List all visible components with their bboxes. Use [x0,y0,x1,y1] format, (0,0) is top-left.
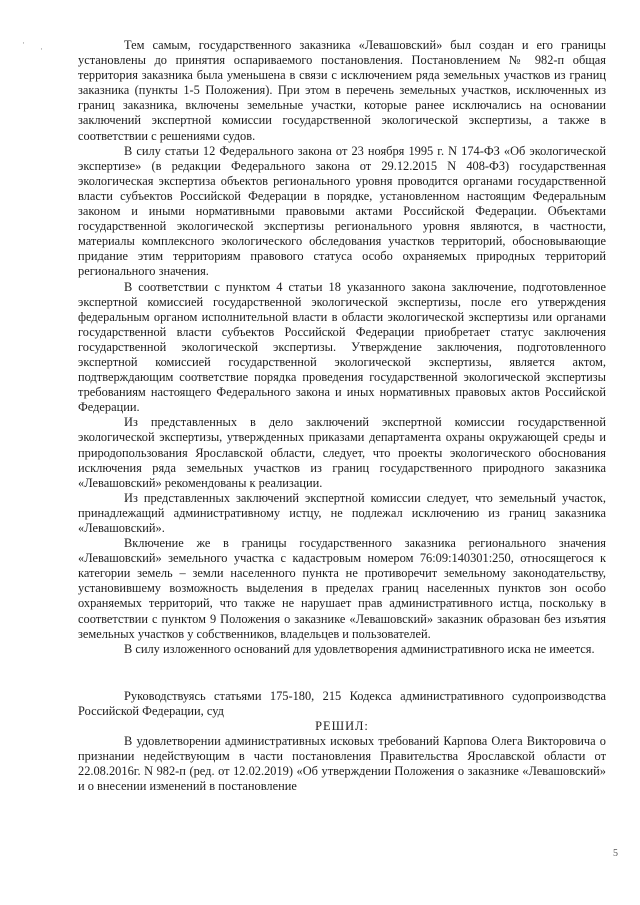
paragraph-article-18: В соответствии с пунктом 4 статьи 18 указанного закона заключение, подготовленное экспертной комиссией государственной экологической экспертизы, после его утверждения федеральным органом исполнительной власти в области экологической экспертизы или органами государственной власти субъектов Российской Федерации приобретает статус заключения государственной экологической экспертизы. Утверждение заключения, подготовленного экспертной комиссией государственной экологической экспертизы, является актом, подтверждающим соответствие порядка проведения государственной экологической экспертизы требованиям настоящего Федерального закона и иных нормативных правовых актов Российской Федерации. [78,279,606,415]
paragraph-final-decision: В удовлетворении административных исковых требований Карпова Олега Викторовича о признании недействующим в части постановления Правительства Ярославской области от 22.08.2016г. N 982-п (ред. от 12.02.2019) «Об утверждении Положения о заказнике «Левашовский» и о внесении изменений в постановление [78,734,606,794]
spacer [78,657,606,689]
paragraph-inclusion-lawful: Включение же в границы государственного заказника регионального значения «Левашовский» земельного участка с кадастровым номером 76:09:140301:250, относящегося к категории земель – земли населенного пункта не противоречит земельному законодательству, установившему возможность выделения в пределах границ населенных пунктов зон особо охраняемых территорий, что также не нарушает прав административного истца, поскольку в соответствии с пунктом 9 Положения о заказнике «Левашовский» заказник образован без изъятия земельных участков у собственников, владельцев и пользователей. [78,536,606,641]
document-body [78,38,606,795]
paragraph-article-12: В силу статьи 12 Федерального закона от 23 ноября 1995 г. N 174-ФЗ «Об экологической экспертизе» (в редакции Федерального закона от 29.12.2015 N 408-ФЗ) государственная экологическая экспертиза объектов регионального уровня проводится органами государственной власти субъектов Российской Федерации в порядке, установленном настоящим Федеральным законом и иными нормативными правовыми актами Российской Федерации. Объектами государственной экологической экспертизы регионального уровня являются, в частности, материалы комплексного экологического обследования участков территорий, обосновывающие придание этим территориям правового статуса особо охраняемых природных территорий регионального значения. [78,143,606,279]
paragraph-zakaznik-created: Тем самым, государственного заказника «Левашовский» был создан и его границы установлены до принятия оспариваемого постановления. Постановлением № 982-п общая территория заказника была уменьшена в связи с исключением ряда земельных участков из границ заказника (пункты 1-5 Положения). При этом в перечень земельных участков, исключенных из границ заказника, включены земельные участки, которые ранее исключались на основании заключений экспертной комиссии государственной экологической экспертизы, а также в соответствии с решениями судов. [78,38,606,143]
paragraph-land-plot-not-excluded: Из представленных заключений экспертной комиссии следует, что земельный участок, принадлежащий административному истцу, не подлежал исключению из границ заказника «Левашовский». [78,490,606,535]
paragraph-expert-conclusions: Из представленных в дело заключений экспертной комиссии государственной экологической экспертизы, утвержденных приказами департамента охраны окружающей среды и природопользования Ярославской области, следует, что проекты экологического обоснования исключения ряда земельных участков из границ государственного природного заказника «Левашовский» рекомендованы к реализации. [78,415,606,490]
paragraph-no-grounds: В силу изложенного оснований для удовлетворения административного иска не имеется. [124,641,595,656]
page-number: 5 [613,848,618,859]
scan-artifact: · [40,44,43,54]
scan-artifact: · [22,38,25,48]
decision-heading: РЕШИЛ: [315,719,369,734]
paragraph-guidance: Руководствуясь статьями 175-180, 215 Кодекса административного судопроизводства Российской Федерации, суд [78,688,606,718]
